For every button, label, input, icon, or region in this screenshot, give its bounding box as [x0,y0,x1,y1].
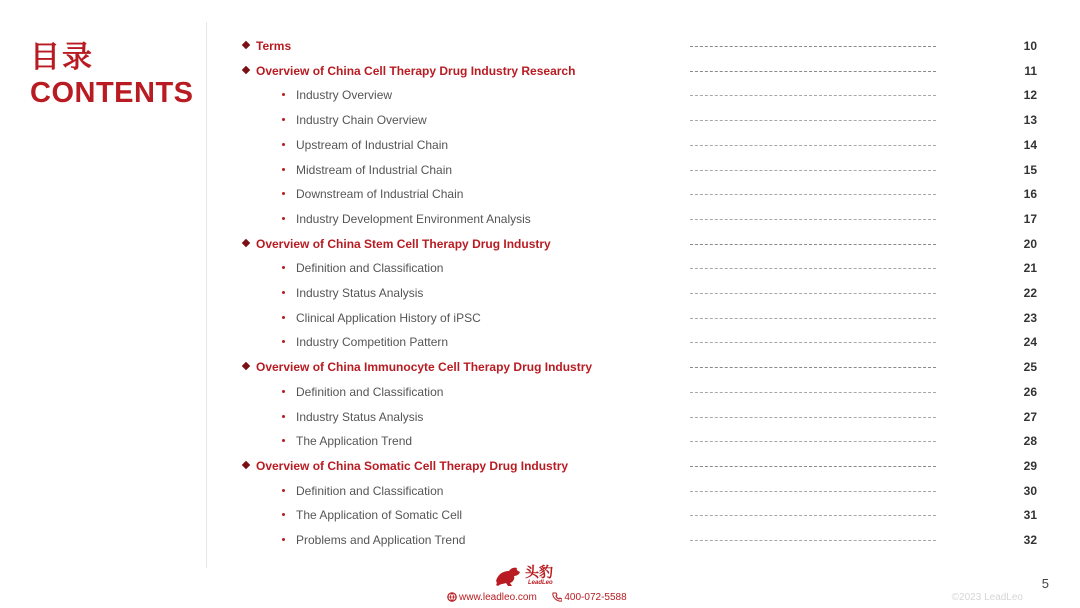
phone-number: 400-072-5588 [564,592,627,603]
toc-page-number: 31 [1023,508,1037,523]
toc-entry[interactable] [0,528,1080,553]
copyright-text: ©2023 LeadLeo [951,592,1023,603]
toc-entry-label: The Application of Somatic Cell [296,508,463,523]
toc-entry[interactable] [0,479,1080,504]
toc-page-number: 23 [1023,310,1037,325]
toc-entry-label: The Application Trend [296,434,413,449]
dotted-leader-line [690,170,936,171]
toc-entry-label: Downstream of Industrial Chain [296,187,464,202]
dotted-leader-line [690,120,936,121]
leadleo-logo [494,565,564,589]
toc-page-number: 12 [1023,88,1037,103]
toc-entry[interactable] [0,503,1080,528]
toc-entry-label: Overview of China Cell Therapy Drug Industry Research [256,63,576,78]
toc-page-number: 27 [1023,409,1037,424]
website-link[interactable]: www.leadleo.com [459,592,537,603]
toc-entry[interactable] [0,256,1080,281]
toc-entry-label: Industry Chain Overview [296,113,427,128]
toc-entry-label: Industry Status Analysis [296,286,424,300]
dotted-leader-line [690,515,936,516]
dotted-leader-line [690,441,936,442]
toc-entry[interactable] [0,380,1080,405]
toc-page-number: 17 [1023,211,1037,226]
dotted-leader-line [690,71,936,72]
leopard-logo-icon [494,565,522,587]
globe-icon [447,592,457,602]
toc-entry-label: Industry Development Environment Analysis [296,211,531,226]
dotted-leader-line [690,466,936,467]
toc-page-number: 16 [1023,187,1037,202]
toc-page-number: 30 [1023,483,1037,498]
toc-entry-label: Overview of China Immunocyte Cell Therapy Drug Industry [256,360,593,375]
toc-entry-label: Industry Status Analysis [296,409,424,424]
toc-page-number: 15 [1023,162,1037,177]
toc-entry[interactable] [0,133,1080,158]
page-number: 5 [1041,576,1049,591]
toc-page-number: 28 [1023,434,1037,449]
toc-entry[interactable] [0,355,1080,380]
toc-page-number: 25 [1023,360,1037,375]
title-english: CONTENTS [30,77,194,109]
toc-page-number: 29 [1023,458,1037,473]
dotted-leader-line [690,244,936,245]
dotted-leader-line [690,145,936,146]
phone-icon [552,592,562,602]
toc-page-number: 22 [1023,286,1037,300]
toc-entry-label: Industry Competition Pattern [296,335,449,350]
toc-entry[interactable] [0,429,1080,454]
dotted-leader-line [690,95,936,96]
toc-entry-label: Midstream of Industrial Chain [296,162,453,177]
toc-page-number: 20 [1023,236,1037,251]
dotted-leader-line [690,491,936,492]
toc-entry[interactable] [0,207,1080,232]
toc-entry[interactable] [0,306,1080,331]
toc-entry[interactable] [0,108,1080,133]
dotted-leader-line [690,293,936,294]
dotted-leader-line [690,367,936,368]
toc-page-number: 32 [1023,533,1037,547]
toc-page-number: 21 [1023,261,1037,276]
toc-entry-label: Upstream of Industrial Chain [296,137,449,152]
footer-contact [447,591,627,604]
dotted-leader-line [690,194,936,195]
logo-chinese-text: 头豹 [525,565,553,581]
dotted-leader-line [690,46,936,47]
logo-english-text: LeadLeo [528,580,553,586]
toc-entry-label: Problems and Application Trend [296,533,466,547]
toc-entry-label: Terms [256,39,292,53]
toc-page-number: 14 [1023,137,1037,152]
toc-page-number: 11 [1024,63,1037,78]
dotted-leader-line [690,417,936,418]
dotted-leader-line [690,219,936,220]
toc-entry-label: Definition and Classification [296,261,444,276]
toc-entry-label: Definition and Classification [296,384,444,399]
toc-entry[interactable] [0,59,1080,84]
dotted-leader-line [690,540,936,541]
title-chinese: 目录 [30,40,94,75]
toc-entry[interactable] [0,281,1080,306]
dotted-leader-line [690,342,936,343]
toc-entry-label: Clinical Application History of iPSC [296,310,481,325]
toc-page-number: 10 [1023,39,1037,53]
toc-entry[interactable] [0,158,1080,183]
toc-entry-label: Overview of China Somatic Cell Therapy Drug Industry [256,458,569,473]
dotted-leader-line [690,268,936,269]
toc-entry[interactable] [0,83,1080,108]
toc-page-number: 13 [1023,113,1037,128]
toc-entry[interactable] [0,182,1080,207]
dotted-leader-line [690,392,936,393]
toc-page-number: 26 [1023,384,1037,399]
toc-entry[interactable] [0,232,1080,257]
toc-entry-label: Overview of China Stem Cell Therapy Drug Industry [256,236,551,251]
toc-entry-label: Definition and Classification [296,483,444,498]
dotted-leader-line [690,318,936,319]
toc-entry-label: Industry Overview [296,88,393,103]
toc-entry[interactable] [0,405,1080,430]
toc-entry[interactable] [0,330,1080,355]
toc-entry[interactable] [0,454,1080,479]
toc-entry[interactable] [0,34,1080,59]
toc-page-number: 24 [1023,335,1037,350]
